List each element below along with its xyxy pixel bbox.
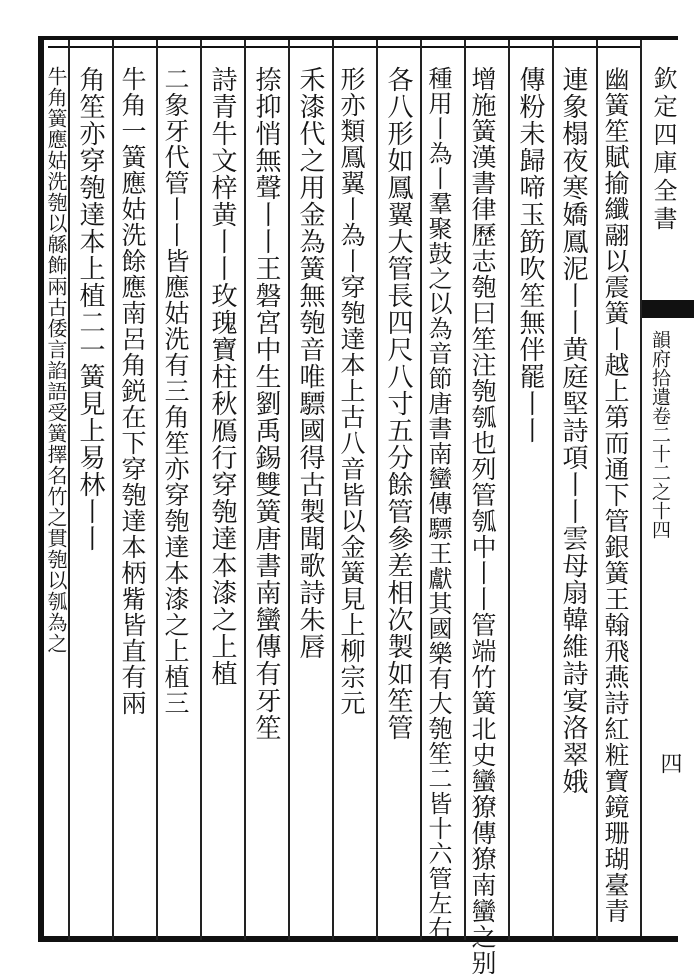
text-column-10: 詩青牛文梓黄丨丨玫瑰寶柱秋鴈行穿匏達本漆之上植 xyxy=(207,66,237,687)
column-divider xyxy=(640,40,642,936)
column-divider xyxy=(112,40,114,940)
text-column-14: 牛角簧應姑洗匏以緜飾兩古倭言諂語受簧擇名竹之貫匏以瓠為之 xyxy=(44,66,68,654)
book-title: 欽定四庫全書 xyxy=(649,66,677,234)
column-divider xyxy=(420,40,422,940)
top-border xyxy=(38,36,678,40)
text-column-4: 增施簧漢書律歷志匏曰笙注匏瓠也列管瓠中丨丨管端竹簧北史蠻獠傳獠南蠻之别 xyxy=(468,66,497,976)
column-divider xyxy=(68,40,70,940)
column-divider xyxy=(596,40,598,940)
column-divider xyxy=(464,40,466,940)
column-divider xyxy=(508,40,510,940)
column-divider xyxy=(288,40,290,940)
text-column-9: 捺抑悄無聲丨丨王磐宮中生劉禹錫雙簧唐書南蠻傳有牙笙 xyxy=(251,66,281,741)
column-divider xyxy=(200,40,202,940)
text-column-3: 傳粉未歸啼玉筯吹笙無伴罷丨丨 xyxy=(515,66,545,444)
text-column-7: 形亦類鳳翼丨為丨穿匏達本上古八音皆以金簧見上柳宗元 xyxy=(337,66,366,716)
page-number: 四 xyxy=(657,752,682,774)
column-divider xyxy=(332,40,334,940)
text-column-11: 二象牙代管丨丨皆應姑洗有三角笙亦穿匏達本漆之上植三 xyxy=(161,66,190,716)
text-column-13: 角笙亦穿匏達本上植二一簧見上易林丨丨 xyxy=(75,66,105,552)
text-column-12: 牛角一簧應姑洗餘應南呂角鋭在下穿匏達本柄觜皆直有兩 xyxy=(118,66,147,716)
column-divider xyxy=(376,40,378,940)
column-divider xyxy=(156,40,158,940)
text-column-1: 幽簧笙賦揄纖翮以震簧丨越上第而通下管銀簧王翰飛燕詩紅粧寶鏡珊瑚臺青 xyxy=(601,66,630,924)
column-divider xyxy=(244,40,246,940)
fishtail-mark xyxy=(642,300,694,318)
volume-label: 韻府拾遺卷二十二之十四 xyxy=(649,330,671,539)
text-column-5: 種用丨為丨羣聚鼓之以為音節唐書南蠻傳驃王獻其國樂有大匏笙二皆十六管左右 xyxy=(424,66,452,941)
text-column-2: 連象榻夜寒嬌鳳泥丨丨黄庭堅詩項丨丨雲母扇韓維詩宴洛翠娥 xyxy=(558,66,588,795)
text-column-8: 禾漆代之用金為簧無匏音唯驃國得古製聞歌詩朱唇 xyxy=(295,66,325,660)
column-divider xyxy=(552,40,554,940)
bottom-border xyxy=(38,936,678,942)
text-column-6: 各八形如鳳翼大管長四尺八寸五分餘管參差相次製如笙管 xyxy=(383,66,413,741)
